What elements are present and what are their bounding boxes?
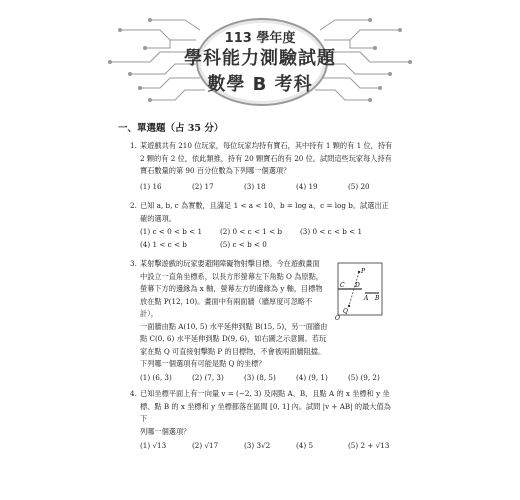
option-5[interactable]: (5) c < b < 0: [220, 239, 267, 249]
question-2: [130, 200, 395, 251]
option-3[interactable]: (3) 18: [244, 181, 266, 191]
question-line: 標、點 B 的 x 坐標和 y 坐標都落在區間 [0, 1] 內。試問 |v + AB| 的最大值為下: [140, 401, 391, 423]
label-b: B: [375, 295, 380, 302]
option-3[interactable]: (3) 0 < c < b < 1: [300, 227, 363, 236]
option-1[interactable]: (1) c < 0 < b < 1: [140, 227, 203, 236]
question-line: 家在點 Q 可直接射擊點 P 的目標物，不會被兩面牆阻擋。: [140, 346, 326, 356]
label-c: C: [340, 282, 345, 289]
question-number: 4.: [130, 389, 137, 398]
exam-header: [0, 0, 520, 110]
question-line: 點 C(0, 6) 水平延伸到點 D(9, 6)，如右圖之示意圖。若玩: [140, 334, 327, 343]
option-4[interactable]: (4) 19: [296, 181, 318, 191]
option-5[interactable]: (5) 2 + √13: [348, 441, 390, 450]
option-2[interactable]: (2) (7, 3): [192, 372, 224, 382]
wall-diagram: [335, 260, 385, 320]
option-5[interactable]: (5) (9, 2): [348, 372, 380, 382]
option-2[interactable]: (2) 0 < c < 1 < b: [220, 227, 283, 236]
option-4[interactable]: (4) 5: [296, 441, 314, 450]
option-3[interactable]: (3) (8, 5): [244, 372, 276, 382]
question-line: 2 顆的有 2 位，依此類推，持有 20 顆寶石的有 20 位。試問這些玩家每人持有: [140, 153, 392, 163]
label-q: Q: [343, 308, 348, 315]
exam-title: 學科能力測驗試題: [184, 48, 336, 69]
section-title: 一、單選題（占 35 分）: [118, 123, 224, 134]
point-p: [358, 271, 360, 273]
question-number: 3.: [130, 259, 137, 268]
question-line: 某射擊遊戲的玩家要避開障礙物射擊目標。今在遊戲畫面: [140, 259, 320, 268]
option-4[interactable]: (4) (9, 1): [296, 372, 328, 382]
exam-year: 113 學年度: [224, 31, 296, 46]
question-number: 2.: [130, 201, 137, 210]
option-2[interactable]: (2) 17: [192, 181, 214, 191]
exam-subject: 數學 B 考科: [207, 74, 313, 95]
question-line: 某遊戲共有 210 位玩家，每位玩家均持有寶石，其中持有 1 顆的有 1 位，持有: [140, 141, 393, 150]
question-4: [130, 388, 395, 453]
option-3[interactable]: (3) 3√2: [244, 441, 271, 450]
question-line: 下列哪一個選項有可能是點 Q 的坐標？: [140, 359, 266, 368]
question-line: 螢幕下方的邊緣為 x 軸，螢幕左方的邊緣為 y 軸，目標物: [140, 284, 323, 293]
question-line: 一面牆由點 A(10, 5) 水平延伸到點 B(15, 5)，另一面牆由: [140, 321, 328, 331]
label-p: P: [361, 268, 366, 275]
label-a: A: [364, 295, 369, 302]
question-line: 已知坐標平面上有一向量 v = (−2, 3) 及兩點 A、B，且點 A 的 x 坐標和 y 坐: [140, 389, 390, 398]
option-1[interactable]: (1) (6, 3): [140, 372, 172, 382]
question-line: 中設立一直角坐標系，以長方形螢幕左下角點 O 為原點，: [140, 271, 323, 281]
option-1[interactable]: (1) 16: [140, 181, 162, 191]
option-4[interactable]: (4) 1 < c < b: [140, 239, 187, 249]
option-2[interactable]: (2) √17: [192, 441, 219, 450]
question-line: 寶石數量的第 90 百分位數為下列哪一個選項？: [140, 166, 291, 175]
question-line: 列哪一個選項？: [140, 426, 191, 436]
option-1[interactable]: (1) √13: [140, 441, 167, 450]
point-q: [348, 305, 350, 307]
label-o: O: [335, 315, 340, 320]
question-number: 1.: [130, 141, 137, 150]
question-line: 已知 a, b, c 為實數，且滿足 1 < a < 10、b = log a、c = log b。試選出正確的選項。: [140, 201, 389, 223]
question-1: [130, 140, 395, 193]
label-d: D: [355, 282, 360, 289]
question-line: 放在點 P(12, 10)。畫面中有兩面牆（牆厚度可忽略不計），: [140, 296, 313, 318]
option-5[interactable]: (5) 20: [348, 181, 370, 191]
